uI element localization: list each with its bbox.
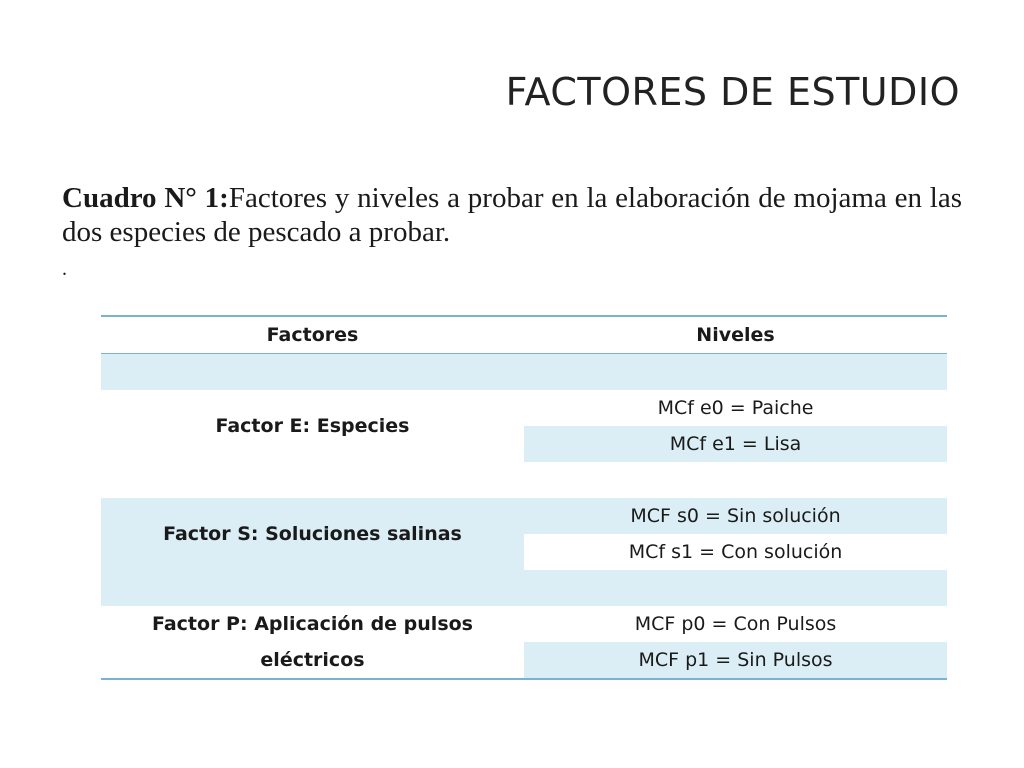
table-row [101, 570, 947, 606]
empty-cell [101, 462, 524, 498]
table-header-row [101, 316, 947, 354]
level-s1: MCf s1 = Con solución [524, 534, 947, 570]
caption-label: Cuadro N° 1: [62, 182, 229, 214]
level-p0: MCF p0 = Con Pulsos [524, 606, 947, 642]
table-row [101, 390, 947, 426]
factor-p-label-line2 [101, 642, 524, 679]
empty-cell [101, 354, 524, 391]
table-row [101, 462, 947, 498]
caption-dot: . [62, 258, 67, 280]
factor-s-label: Factor S: Soluciones salinas [101, 498, 524, 570]
level-s0: MCF s0 = Sin solución [524, 498, 947, 534]
header-factores: Factores [101, 316, 524, 354]
level-e0: MCf e0 = Paiche [524, 390, 947, 426]
factor-e-label: Factor E: Especies [101, 390, 524, 462]
level-e1: MCf e1 = Lisa [524, 426, 947, 462]
slide-title: FACTORES DE ESTUDIO [505, 70, 960, 114]
table-row [101, 498, 947, 534]
table-caption [62, 181, 962, 249]
factor-p-label-text-2: eléctricos [260, 649, 365, 671]
factor-p-label-line1 [101, 606, 524, 642]
empty-cell [524, 570, 947, 606]
header-niveles: Niveles [524, 316, 947, 354]
empty-cell [524, 462, 947, 498]
factors-table [101, 315, 947, 680]
empty-cell [524, 354, 947, 391]
caption-text: Factores y niveles a probar en la elaboración de mojama en las dos especies de pescado a probar. [62, 182, 962, 248]
empty-cell [101, 570, 524, 606]
table-row [101, 606, 947, 642]
table-row [101, 642, 947, 679]
factor-p-label-text-1: Factor P: Aplicación de pulsos [151, 613, 473, 635]
level-p1: MCF p1 = Sin Pulsos [524, 642, 947, 679]
table-row [101, 354, 947, 391]
